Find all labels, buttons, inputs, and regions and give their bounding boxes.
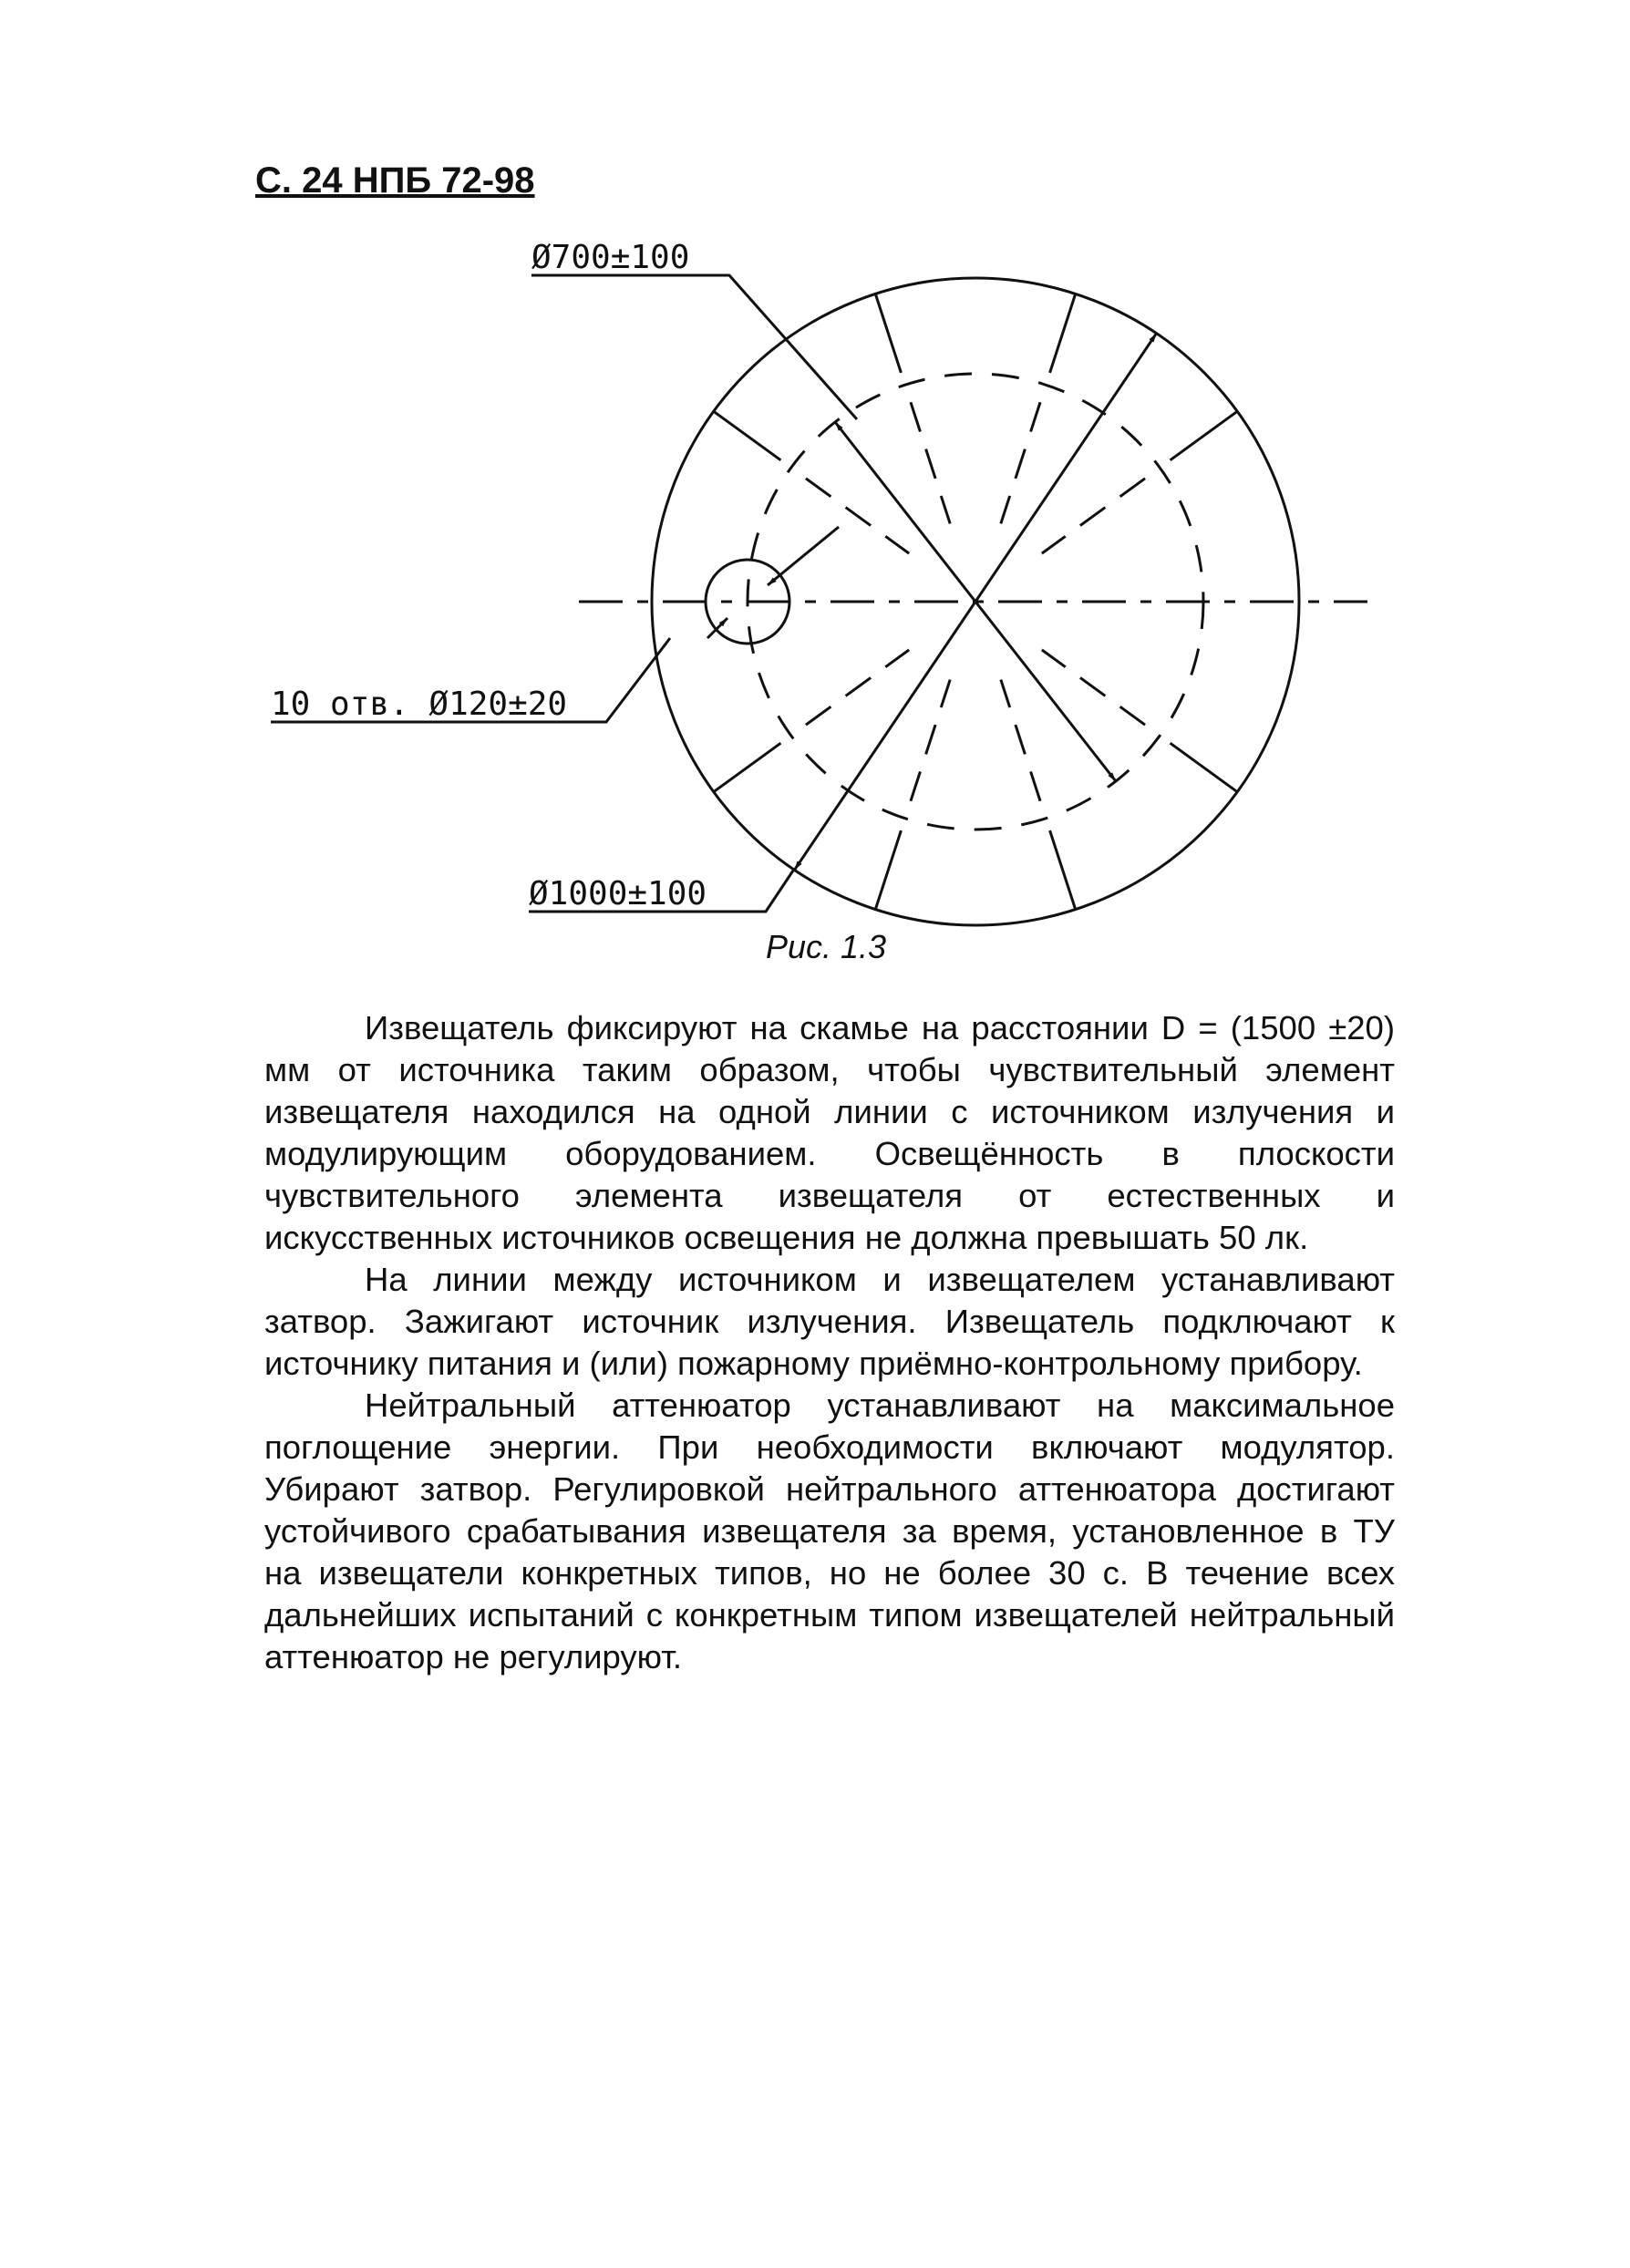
page-header: С. 24 НПБ 72-98 (255, 160, 535, 201)
body-text (264, 1007, 1395, 1678)
dim-label-holes: 10 отв. Ø120±20 (271, 686, 568, 723)
radial-dashed-line (1042, 479, 1145, 553)
radial-line (875, 830, 901, 910)
radial-line (1171, 411, 1238, 459)
radial-line (1171, 743, 1238, 791)
radial-line (714, 743, 781, 791)
radial-dashed-line (1042, 650, 1145, 725)
figure-caption: Рис. 1.3 (766, 928, 887, 965)
paragraph-2: На линии между источником и извещателем устанавливают затвор. Зажигают источник излучения. Извещатель подключают к источнику питания и (или) пожарному приёмно-контрольному прибору. (264, 1261, 1395, 1382)
leader-inner-diameter (531, 275, 857, 419)
radial-line (714, 411, 781, 459)
radial-line (1050, 294, 1076, 373)
radial-dashed-line (1001, 402, 1040, 523)
hole-dim-arrow-1 (768, 527, 839, 585)
dim-label-outer-diameter: Ø1000±100 (529, 875, 707, 912)
radial-line (1050, 830, 1076, 910)
radial-dashed-line (911, 680, 950, 801)
paragraph-3: Нейтральный аттенюатор устанавливают на максимальное поглощение энергии. При необходимости включают модулятор. Убирают затвор. Регулировкой нейтрального аттенюатора достигают устойчивого срабатывания извещателя за время, установленное в ТУ на извещатели конкретных типов, но не более 30 с. В течение всех дальнейших испытаний с конкретным типом извещателей нейтральный аттенюатор не регулируют. (264, 1387, 1395, 1675)
dim-label-inner-diameter: Ø700±100 (531, 239, 690, 276)
technical-drawing (0, 0, 1630, 1003)
radial-dashed-line (1001, 680, 1040, 801)
paragraph-1: Извещатель фиксируют на скамье на расстоянии D = (1500 ±20) мм от источника таким образом, чтобы чувствительный элемент извещателя находился на одной линии с источником излучения и модулирующим оборудованием. Освещённость в плоскости чувствительного элемента извещателя от естественных и искусственных источников освещения не должна превышать 50 лк. (264, 1009, 1395, 1256)
radial-dashed-line (806, 650, 909, 725)
radial-line (875, 294, 901, 373)
radial-dashed-line (911, 402, 950, 523)
